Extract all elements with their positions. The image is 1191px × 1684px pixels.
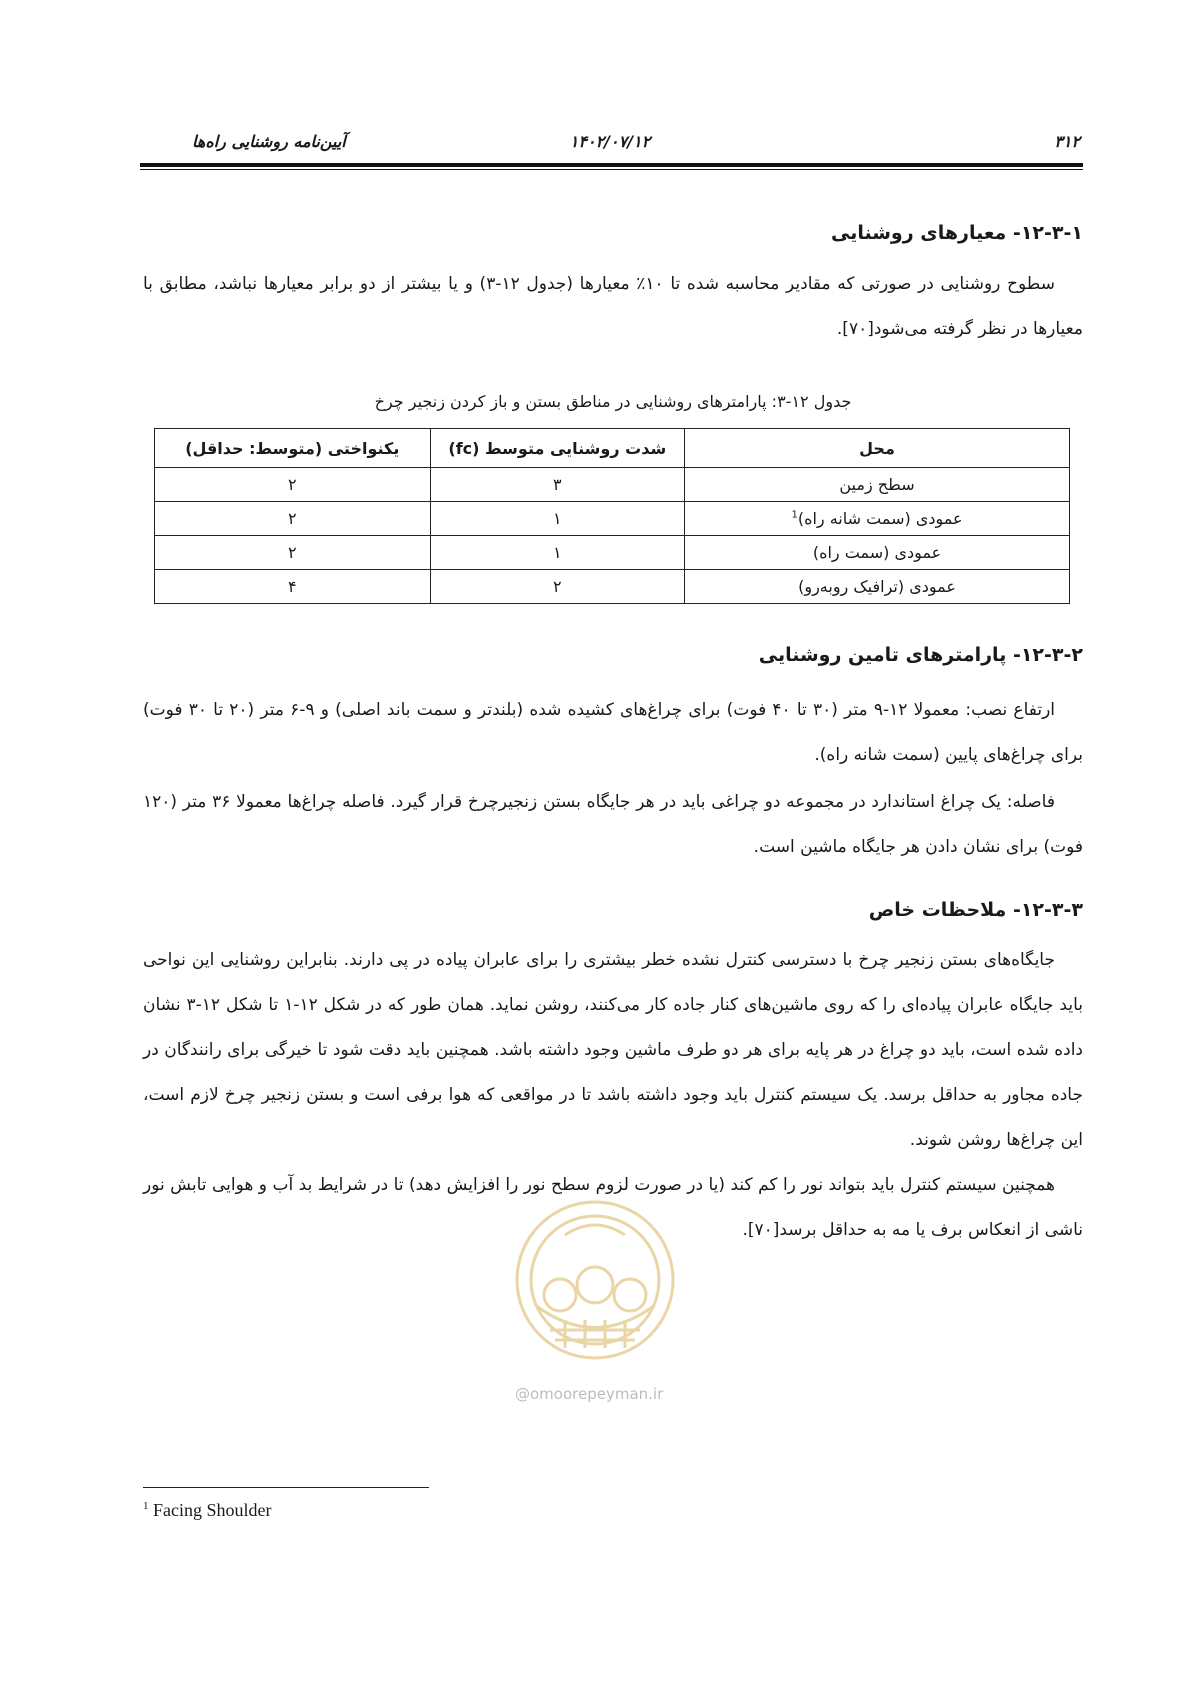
column-header-location: محل (685, 429, 1070, 468)
paragraph-special-2-text: همچنین سیستم کنترل باید بتواند نور را کم کند (یا در صورت لزوم سطح نور را افزایش دهد) تا در شرایط بد آب و هوایی تابش نور ناشی از انعکاس برف یا مه به حداقل برسد[۷۰]. (143, 1175, 1083, 1240)
footnote-number: 1 (143, 1500, 149, 1512)
book-title: آیین‌نامه روشنایی راه‌ها (192, 132, 346, 151)
table-row (155, 502, 1070, 536)
cell-intensity: ۲ (430, 570, 684, 604)
paragraph-criteria-text: سطوح روشنایی در صورتی که مقادیر محاسبه شده تا ۱۰٪ معیارها (جدول ۱۲-۳) و یا بیشتر از دو برابر معیارها نباشد، مطابق با معیارها در نظر گرفته می‌شود[۷۰]. (143, 274, 1083, 339)
page-number: ۳۱۲ (1054, 132, 1080, 151)
cell-location-text: سطح زمین (839, 475, 915, 494)
paragraph-criteria (143, 262, 1083, 352)
section-heading-parameters: ۱۲-۳-۲- پارامترهای تامین روشنایی (758, 644, 1083, 666)
cell-intensity: ۱ (430, 536, 684, 570)
table-header-row (155, 429, 1070, 468)
cell-location (685, 502, 1070, 536)
footnote-marker: 1 (791, 509, 798, 521)
table-row (155, 468, 1070, 502)
footnote-text: Facing Shoulder (153, 1500, 272, 1520)
cell-intensity: ۱ (430, 502, 684, 536)
column-header-intensity: شدت روشنایی متوسط (fc) (430, 429, 684, 468)
cell-intensity: ۳ (430, 468, 684, 502)
lighting-parameters-table (154, 428, 1070, 604)
paragraph-spacing-text: فاصله: یک چراغ استاندارد در مجموعه دو چراغی باید در هر جایگاه بستن زنجیرچرخ قرار گیرد. فاصله چراغ‌ها معمولا ۳۶ متر (۱۲۰ فوت) برای نشان دادن هر جایگاه ماشین است. (143, 792, 1083, 857)
header-rule (140, 163, 1083, 167)
page-header (140, 128, 1080, 156)
watermark-logo (505, 1190, 685, 1370)
column-header-uniformity: یکنواختی (متوسط: حداقل) (155, 429, 431, 468)
cell-location (685, 468, 1070, 502)
section-heading-special-considerations: ۱۲-۳-۳- ملاحظات خاص (868, 899, 1083, 921)
cell-location (685, 536, 1070, 570)
cell-uniformity: ۲ (155, 502, 431, 536)
footnote-rule (143, 1487, 429, 1488)
cell-uniformity: ۴ (155, 570, 431, 604)
paragraph-special-1 (143, 938, 1083, 1163)
header-rule-thin (140, 169, 1083, 170)
paragraph-mounting-height-text: ارتفاع نصب: معمولا ۱۲-۹ متر (۳۰ تا ۴۰ فوت) برای چراغ‌های کشیده شده (بلندتر و سمت باند اصلی) و ۹-۶ متر (۲۰ تا ۳۰ فوت) برای چراغ‌های پایین (سمت شانه راه). (143, 700, 1083, 765)
section-heading-criteria: ۱۲-۳-۱- معیارهای روشنایی (830, 222, 1083, 244)
paragraph-special-1-text: جایگاه‌های بستن زنجیر چرخ با دسترسی کنترل نشده خطر بیشتری را برای عابران پیاده در پی دارند. بنابراین روشنایی این نواحی باید جایگاه عابران پیاده‌ای را که روی ماشین‌های کنار جاده کار می‌کنند، روشن نماید. همان طور که در شکل ۱۲-۱ تا شکل ۱۲-۳ نشان داده شده است، باید دو چراغ در هر پایه برای هر دو طرف ماشین وجود داشته باشد. همچنین باید دقت شود تا خیرگی برای رانندگان در جاده مجاور به حداقل برسد. یک سیستم کنترل باید وجود داشته باشد تا در مواقعی که هوا برفی است و بستن زنجیر چرخ لازم است، این چراغ‌ها روشن شوند. (143, 950, 1083, 1150)
paragraph-mounting-height (143, 688, 1083, 778)
header-date: ۱۴۰۲/۰۷/۱۲ (569, 132, 651, 151)
cell-location (685, 570, 1070, 604)
footnote (143, 1500, 272, 1521)
cell-location-text: عمودی (سمت شانه راه) (797, 509, 963, 528)
watermark-site: @omoorepeyman.ir (515, 1385, 664, 1403)
table-caption: جدول ۱۲-۳: پارامترهای روشنایی در مناطق بستن و باز کردن زنجیر چرخ (374, 392, 852, 411)
cell-uniformity: ۲ (155, 536, 431, 570)
table-row (155, 570, 1070, 604)
paragraph-spacing (143, 780, 1083, 870)
table-row (155, 536, 1070, 570)
cell-location-text: عمودی (سمت راه) (812, 543, 942, 562)
cell-location-text: عمودی (ترافیک روبه‌رو) (798, 577, 956, 596)
cell-uniformity: ۲ (155, 468, 431, 502)
